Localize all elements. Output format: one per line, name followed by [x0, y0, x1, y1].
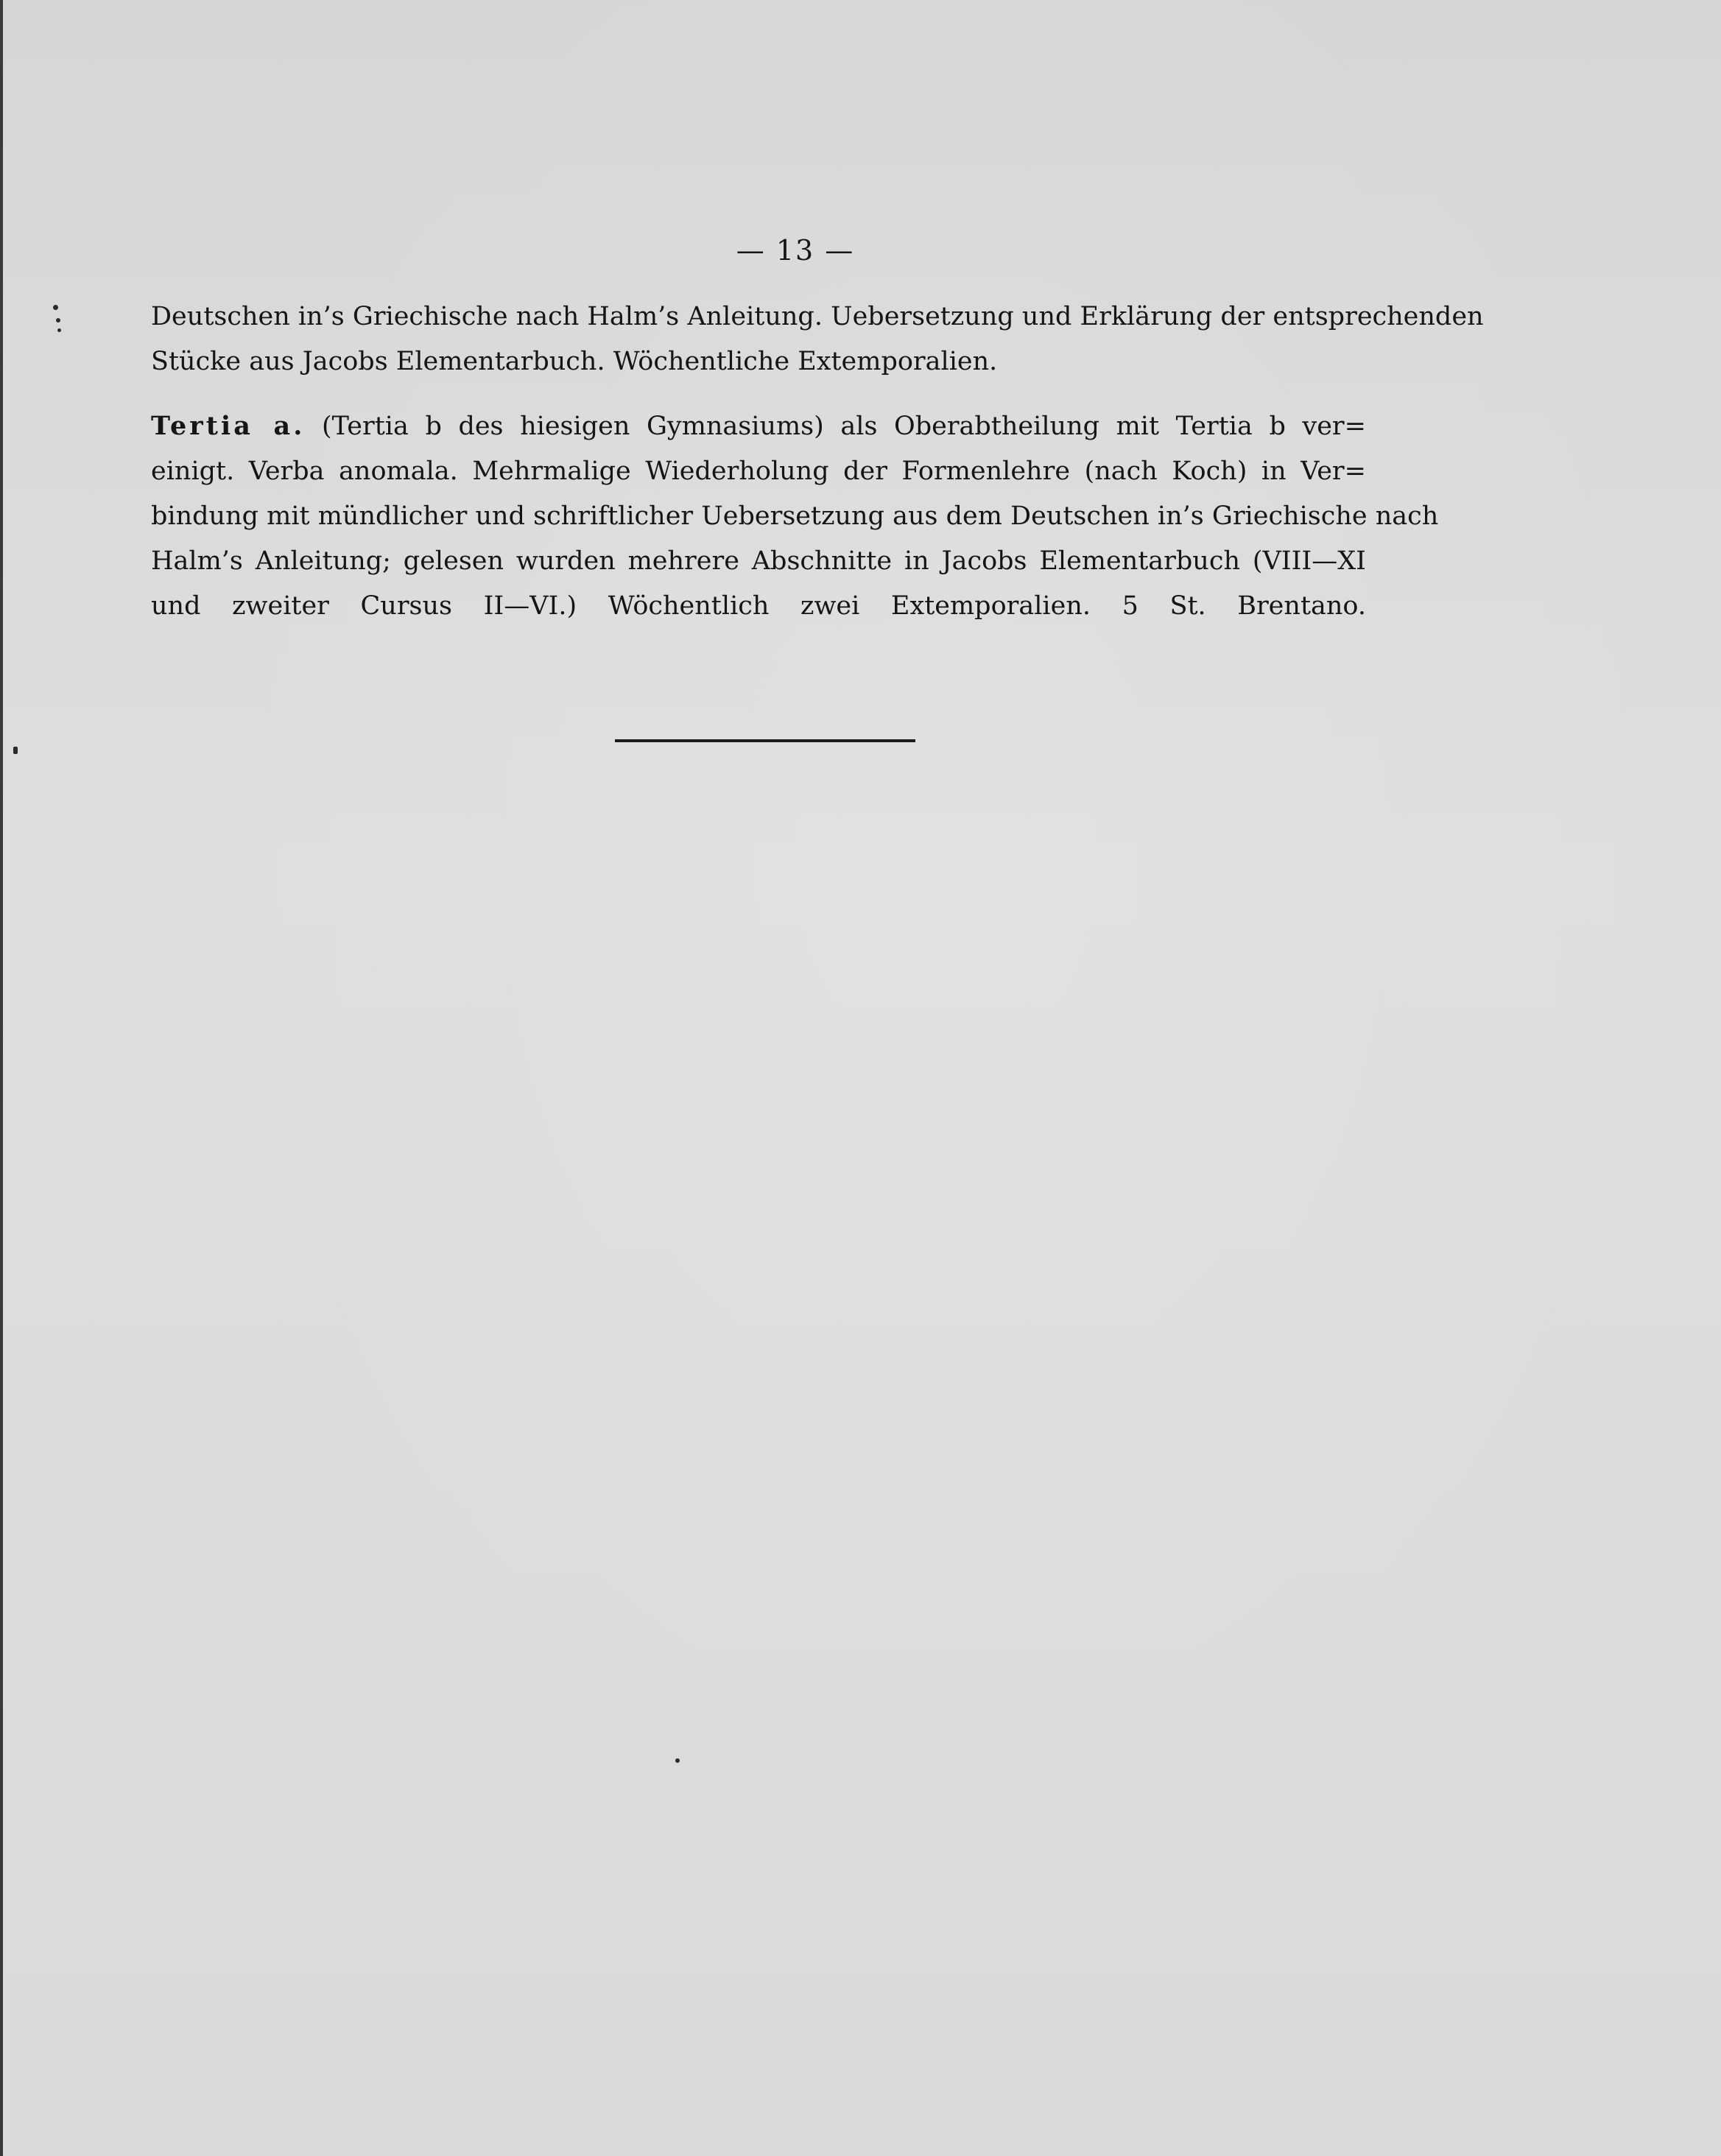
paragraph-greek-continuation: [151, 295, 1484, 384]
page-left-edge: [0, 0, 3, 2156]
speck-mark: [56, 318, 60, 323]
page-number: — 13 —: [736, 234, 855, 267]
speck-mark: [675, 1758, 680, 1763]
text-line: Stücke aus Jacobs Elementarbuch. Wöchentliche Extemporalien.: [151, 347, 998, 376]
section-heading: Tertia a.: [151, 411, 306, 441]
speck-mark: [57, 328, 61, 332]
text-line: (Tertia b des hiesigen Gymnasiums) als Oberabtheilung mit Tertia b ver=: [322, 412, 1366, 441]
text-line: und zweiter Cursus II—VI.) Wöchentlich zwei Extemporalien. 5 St. Brentano.: [151, 591, 1366, 621]
section-divider: [615, 739, 915, 742]
text-line-with-heading: [151, 404, 1366, 449]
text-line: Deutschen in’s Griechische nach Halm’s Anleitung. Uebersetzung und Erklärung der entsprechenden: [151, 302, 1484, 331]
speck-mark: [13, 747, 18, 754]
text-line: bindung mit mündlicher und schriftlicher Uebersetzung aus dem Deutschen in’s Griechische nach: [151, 501, 1439, 531]
body-text: [151, 295, 1484, 629]
text-line: Halm’s Anleitung; gelesen wurden mehrere Abschnitte in Jacobs Elementarbuch (VIII—XI: [151, 546, 1366, 576]
paragraph-tertia-a: [151, 404, 1439, 629]
text-line: einigt. Verba anomala. Mehrmalige Wiederholung der Formenlehre (nach Koch) in Ver=: [151, 457, 1366, 486]
speck-mark: [53, 305, 58, 310]
